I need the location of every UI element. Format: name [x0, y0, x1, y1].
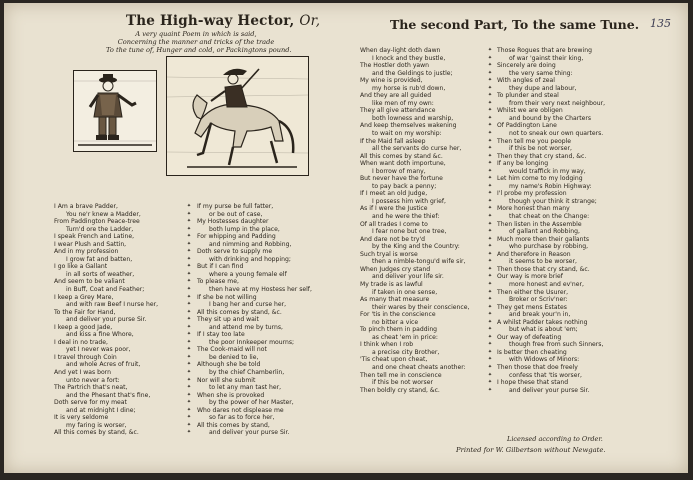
verse-line: And they are all guided	[360, 92, 432, 100]
verse-line: if this be not worser	[372, 379, 433, 387]
verse-line: a precise city Brother,	[372, 348, 440, 356]
verse-line: Then either the Usurer,	[497, 288, 569, 296]
verse-line: and deliver your life sir.	[372, 273, 444, 281]
verse-line: as cheat 'em in price:	[372, 333, 438, 341]
horseman-illustration	[167, 57, 308, 175]
verse-line: so far as to force her,	[209, 414, 275, 422]
verse-line: the poor Innkeeper mourns;	[209, 338, 295, 346]
verse-line: And therefore in Reason	[497, 250, 571, 258]
verse-line: If I stay too late	[197, 331, 245, 339]
verse-column-1	[54, 203, 158, 437]
verse-line: by the power of her Master,	[209, 399, 294, 407]
verse-line: Those Rogues that are brewing	[497, 47, 592, 54]
verse-line: All this comes by stand &c.	[360, 152, 443, 160]
verse-line: All this comes by stand, &c.	[197, 308, 282, 316]
verse-line: unto never a fort:	[66, 376, 120, 384]
verse-line: I keep a Grey Mare,	[54, 293, 114, 301]
verse-line: I possess him with grief,	[372, 197, 446, 205]
ornament-rule-1: ✦ ✦ ✦ ✦ ✦ ✦ ✦ ✦ ✦ ✦ ✦ ✦ ✦ ✦ ✦ ✦ ✦ ✦ ✦ ✦ ✦ ✦ ✦ ✦ ✦ ✦ ✦ ✦ ✦ ✦ ✦	[186, 203, 192, 436]
verse-line: and kiss a fine Whore,	[66, 331, 134, 339]
verse-line: would traffick in my way,	[509, 167, 586, 175]
verse-line: or be out of case,	[209, 210, 263, 218]
verse-line: my horse is rub'd down,	[372, 84, 446, 92]
verse-line: Sincerely are doing	[497, 62, 556, 70]
verse-line: They get mens Estates	[497, 303, 567, 311]
subtitle-line-3: To the tune of, Hunger and cold, or Packingtons pound.	[106, 46, 292, 54]
verse-line: Although she be told	[197, 361, 261, 369]
verse-line: To please me,	[197, 278, 239, 286]
verse-line: yet I never was poor,	[66, 346, 131, 354]
verse-line: If the Maid fall asleep	[360, 137, 426, 145]
title-text: The High-way Hector,	[126, 13, 295, 29]
verse-line: Is better then cheating	[497, 348, 567, 356]
verse-line: To pinch them in padding	[360, 326, 438, 334]
verse-line: To plunder and steal	[497, 92, 559, 100]
verse-line: A whilst Padder takes nothing	[497, 318, 588, 326]
verse-line: I go like a Gallant	[54, 263, 108, 271]
verse-line: Broker or Scriv'ner:	[509, 296, 568, 304]
verse-line: They sit up and wait	[197, 316, 259, 324]
verse-line: When she is provoked	[197, 391, 265, 399]
verse-line: Who dares not displease me	[197, 406, 284, 414]
verse-line: confess that 'tis worser,	[509, 371, 582, 379]
ornament-rule-2: ✦ ✦ ✦ ✦ ✦ ✦ ✦ ✦ ✦ ✦ ✦ ✦ ✦ ✦ ✦ ✦ ✦ ✦ ✦ ✦ ✦ ✦ ✦ ✦ ✦ ✦ ✦ ✦ ✦ ✦ ✦ ✦ ✦ ✦ ✦ ✦ ✦ ✦ ✦ ✦ ✦ ✦ ✦ ✦ ✦ ✦	[487, 47, 493, 393]
verse-line: it seems to be worser,	[509, 258, 577, 266]
verse-line: If any be longing	[497, 160, 549, 168]
verse-line: their wares by their conscience,	[372, 303, 470, 311]
verse-line: by the chief Chamberlin,	[209, 369, 285, 377]
license-note: Licensed according to Order.	[507, 435, 603, 443]
verse-line: of gallant and Robbing,	[509, 228, 580, 236]
verse-line: in all sorts of weather,	[66, 270, 135, 278]
verse-line: to let any man tast her,	[209, 384, 282, 392]
verse-line: Of all trades I come to	[360, 220, 428, 228]
verse-line: and he were the thief:	[372, 213, 440, 221]
verse-line: both lowness and warship,	[372, 114, 454, 122]
verse-line: If she be not willing	[197, 293, 257, 301]
verse-line: Much more then their gallants	[497, 235, 590, 243]
verse-line: I think when I rob	[360, 341, 414, 349]
verse-line: Then those that cry stand, &c.	[497, 265, 590, 273]
verse-line: they dupe and labour,	[509, 84, 577, 92]
verse-line: and whole Acres of fruit,	[66, 361, 141, 369]
verse-line: like men of my own:	[372, 99, 434, 107]
verse-line: Doth serve for my meat	[54, 399, 127, 407]
verse-line: As if I were the Justice	[360, 205, 428, 213]
verse-line: Our way of defeating	[497, 333, 562, 341]
verse-line: I'l probe my profession	[497, 190, 567, 198]
subtitle-line-1: A very quaint Poem in which is said,	[135, 30, 257, 38]
verse-line: More honest than many	[497, 205, 570, 213]
verse-line: I fear none but one tree,	[372, 228, 447, 236]
verse-line: the very same thing:	[509, 69, 573, 77]
verse-line: My trade is as lawful	[360, 280, 423, 288]
folio-number: 135	[650, 17, 671, 30]
verse-line: with drinking and hopping;	[209, 255, 291, 263]
verse-line: All this comes by stand,	[197, 421, 270, 429]
verse-line: I deal in no trade,	[54, 338, 108, 346]
verse-line: But never have the fortune	[360, 175, 443, 183]
verse-line: I borrow of many,	[372, 167, 426, 175]
verse-line: I bang her and curse her,	[209, 301, 287, 309]
verse-line: The Cook-maid will not	[197, 346, 267, 354]
verse-line: by the King and the Country:	[372, 243, 460, 251]
verse-line: to wait on my worship:	[372, 130, 442, 138]
verse-line: and the Phesant that's fine,	[66, 391, 151, 399]
verse-line: And yet I was born	[54, 369, 111, 377]
verse-line: and break your'n in,	[509, 311, 571, 319]
verse-column-2	[197, 203, 312, 437]
verse-line: and attend me by turns,	[209, 323, 283, 331]
verse-line: My wine is provided,	[360, 77, 423, 85]
verse-line: though free from such Sinners,	[509, 341, 604, 349]
verse-line: but what is about 'em;	[509, 326, 578, 334]
verse-line: It is very seldome	[54, 414, 109, 422]
verse-line: For whipping and Padding	[197, 233, 276, 241]
verse-line: Nor will she submit	[197, 376, 256, 384]
verse-line: to pay back a penny;	[372, 182, 437, 190]
verse-line: Then they that cry stand, &c.	[497, 152, 587, 160]
verse-line: Of Paddington Lane	[497, 122, 557, 130]
verse-line: When want doth importune,	[360, 160, 446, 168]
verse-line: I hope these that stand	[497, 379, 569, 387]
verse-line: in Buff, Coat and Feather;	[66, 286, 145, 294]
title-or: Or,	[299, 13, 321, 29]
verse-line: and nimming and Robbing,	[209, 240, 292, 248]
verse-line: Then boldly cry stand, &c.	[360, 386, 440, 394]
ballad-title	[126, 13, 320, 29]
verse-line: both lump in the place,	[209, 225, 280, 233]
verse-line: who purchase by robbing,	[509, 243, 589, 251]
verse-line: and deliver your purse Sir.	[66, 316, 147, 324]
verse-line: For 'tis in the conscience	[360, 311, 436, 319]
verse-line: With angles of zeal	[497, 77, 555, 85]
verse-line: though your think it strange;	[509, 197, 597, 205]
verse-line: I speak French and Latine,	[54, 233, 135, 241]
verse-line: my name's Robin Highway:	[509, 182, 592, 190]
verse-line: then have at my Hostess her self,	[209, 286, 312, 294]
verse-line: All this comes by stand, &c.	[54, 429, 139, 437]
verse-column-4	[497, 47, 605, 394]
verse-line: more honest and ev'ner,	[509, 280, 584, 288]
verse-line: be denied to lie,	[209, 353, 259, 361]
verse-line: If my purse be full fatter,	[197, 203, 274, 210]
verse-line: When day-light doth dawn	[360, 47, 441, 54]
verse-line: that cheat on the Change:	[509, 213, 590, 221]
verse-line: Turn'd ore the Ladder,	[66, 225, 134, 233]
verse-line: Whilst we are obligen	[497, 107, 563, 115]
verse-line: if this be not worser,	[509, 145, 572, 153]
verse-line: You ne'r knew a Madder,	[66, 210, 141, 218]
verse-line: I knock and they bustle,	[372, 54, 446, 62]
verse-line: my faring is worser,	[66, 421, 127, 429]
verse-line: 'Tis cheat upon cheat,	[360, 356, 428, 364]
verse-line: Then those that doe freely	[497, 363, 578, 371]
verse-line: I keep a good Jade,	[54, 323, 113, 331]
verse-line: and one cheat cheats another:	[372, 363, 466, 371]
verse-line: then a nimble-tongu'd wife sir,	[372, 258, 466, 266]
verse-line: Such tryal is worse	[360, 250, 418, 258]
verse-line: and the Geldings to justle;	[372, 69, 453, 77]
verse-line: If I meet an old Judge,	[360, 190, 428, 198]
verse-line: I wear Plush and Sattin,	[54, 240, 127, 248]
second-part-title: The second Part, To the same Tune.	[390, 17, 640, 32]
verse-line: Doth serve to supply me	[197, 248, 273, 256]
verse-line: My Hostesses daughter	[197, 218, 269, 226]
verse-line: But if I can find	[197, 263, 244, 271]
verse-line: and deliver your purse Sir.	[509, 386, 590, 394]
verse-line: And seem to be valiant	[54, 278, 125, 286]
verse-line: And dare not be try'd	[360, 235, 426, 243]
printer-imprint: Printed for W. Gilbertson without Newgate.	[456, 446, 606, 454]
verse-line: I grow fat and batten,	[66, 255, 133, 263]
verse-line: As many that measure	[360, 296, 430, 304]
woodcut-horseman	[166, 56, 309, 176]
verse-line: They all give attendance	[360, 107, 436, 115]
verse-line: Then tell me you people	[497, 137, 572, 145]
verse-line: from their very next neighbour,	[509, 99, 606, 107]
verse-line: The Hostler doth yawn	[360, 62, 430, 70]
verse-line: I Am a brave Padder,	[54, 203, 118, 210]
verse-line: Then listen in the Assemble	[497, 220, 582, 228]
verse-line: where a young female elf	[209, 270, 287, 278]
verse-line: I travel through Coin	[54, 353, 117, 361]
verse-line: and deliver your purse Sir.	[209, 429, 290, 437]
woodcut-standing-man	[73, 70, 157, 152]
verse-line: if taken in one sense,	[372, 288, 438, 296]
subtitle-line-2: Concerning the manner and tricks of the trade	[117, 38, 275, 46]
verse-line: and bound by the Charters	[509, 114, 592, 122]
verse-line: Our way is more brief	[497, 273, 563, 281]
verse-line: Let him come to my lodging	[497, 175, 583, 183]
verse-column-3	[360, 47, 469, 394]
verse-line: of war 'gainst their king,	[509, 54, 584, 62]
verse-line: From Paddington Peace-tree	[54, 218, 140, 226]
verse-line: not to sneak our own quarters.	[509, 130, 604, 138]
broadside-sheet	[4, 3, 688, 473]
verse-line: with Widows of Minors:	[509, 356, 580, 364]
verse-line: When Judges cry stand	[360, 265, 431, 273]
verse-line: Then tell me in conscience	[360, 371, 442, 379]
verse-line: and at midnight I dine;	[66, 406, 136, 414]
verse-line: To the Fair for Hand,	[54, 308, 116, 316]
standing-man-illustration	[74, 71, 156, 151]
verse-line: And keep themselves wakening	[360, 122, 457, 130]
verse-line: The Partrich that's neat,	[54, 384, 128, 392]
verse-line: all the servants do curse her,	[372, 145, 462, 153]
verse-line: And in my profession	[54, 248, 119, 256]
verse-line: and with raw Beef I nurse her,	[66, 301, 159, 309]
verse-line: no bitter a vice	[372, 318, 419, 326]
